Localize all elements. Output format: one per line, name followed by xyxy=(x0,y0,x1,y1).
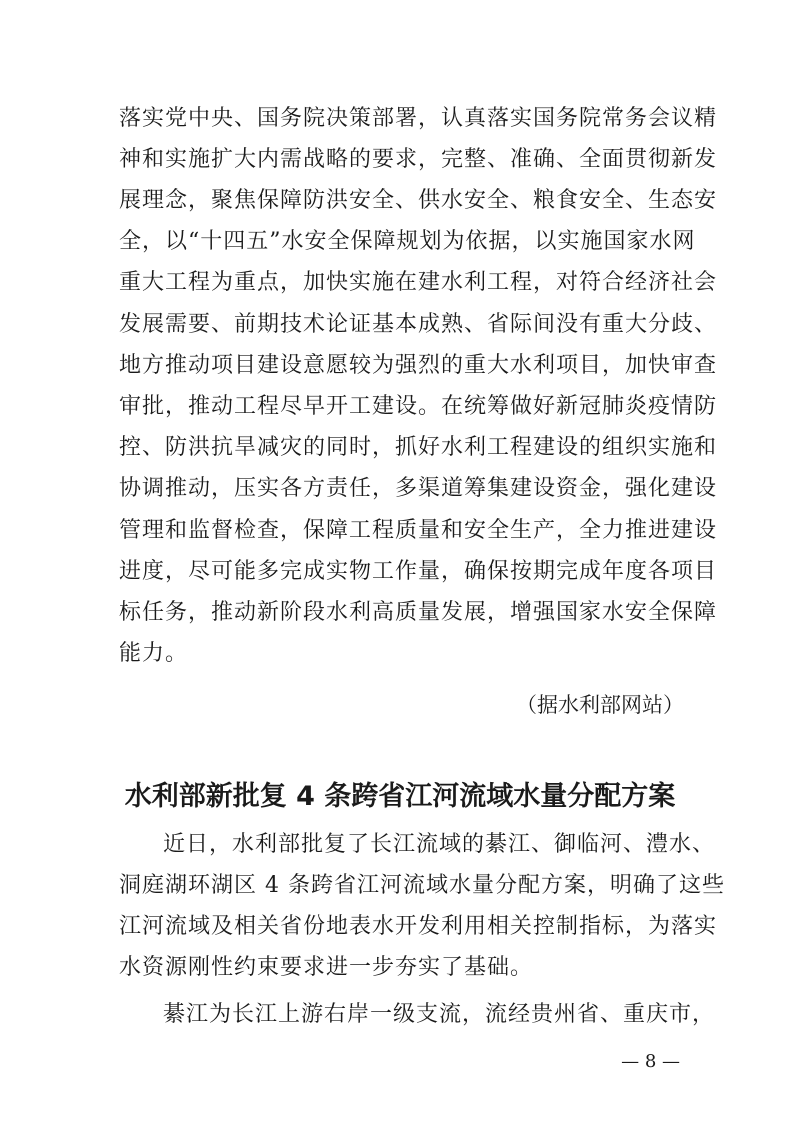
body-line: 洞庭湖环湖区 4 条跨省江河流域水量分配方案，明确了这些 xyxy=(119,873,725,898)
body-line: 展理念，聚焦保障防洪安全、供水安全、粮食安全、生态安 xyxy=(119,188,718,213)
body-line: 能力。 xyxy=(119,641,189,666)
body-line: 进度，尽可能多完成实物工作量，确保按期完成年度各项目 xyxy=(119,559,718,584)
source-attribution: （据水利部网站） xyxy=(516,693,684,717)
article-title: 水利部新批复 4 条跨省江河流域水量分配方案 xyxy=(124,781,676,812)
body-line: 神和实施扩大内需战略的要求，完整、准确、全面贯彻新发 xyxy=(119,147,718,172)
body-line: 协调推动，压实各方责任，多渠道筹集建设资金，强化建设 xyxy=(119,476,718,501)
body-line: 管理和监督检查，保障工程质量和安全生产，全力推进建设 xyxy=(119,518,718,543)
body-line: 水资源刚性约束要求进一步夯实了基础。 xyxy=(119,955,534,980)
body-line: 地方推动项目建设意愿较为强烈的重大水利项目，加快审查 xyxy=(119,353,718,378)
body-line: 綦江为长江上游右岸一级支流，流经贵州省、重庆市， xyxy=(163,1002,716,1027)
body-line: 江河流域及相关省份地表水开发利用相关控制指标，为落实 xyxy=(119,914,718,939)
body-line: 审批，推动工程尽早开工建设。在统筹做好新冠肺炎疫情防 xyxy=(119,394,718,419)
body-line: 发展需要、前期技术论证基本成熟、省际间没有重大分歧、 xyxy=(119,312,718,337)
page-number: — 8 — xyxy=(621,1051,680,1072)
body-line: 近日，水利部批复了长江流域的綦江、御临河、澧水、 xyxy=(163,832,716,857)
body-line: 重大工程为重点，加快实施在建水利工程，对符合经济社会 xyxy=(119,270,718,295)
body-line: 标任务，推动新阶段水利高质量发展，增强国家水安全保障 xyxy=(119,600,718,625)
body-line: 控、防洪抗旱减灾的同时，抓好水利工程建设的组织实施和 xyxy=(119,435,718,460)
body-line: 落实党中央、国务院决策部署，认真落实国务院常务会议精 xyxy=(119,106,718,131)
body-line: 全，以“十四五”水安全保障规划为依据，以实施国家水网 xyxy=(119,229,696,254)
